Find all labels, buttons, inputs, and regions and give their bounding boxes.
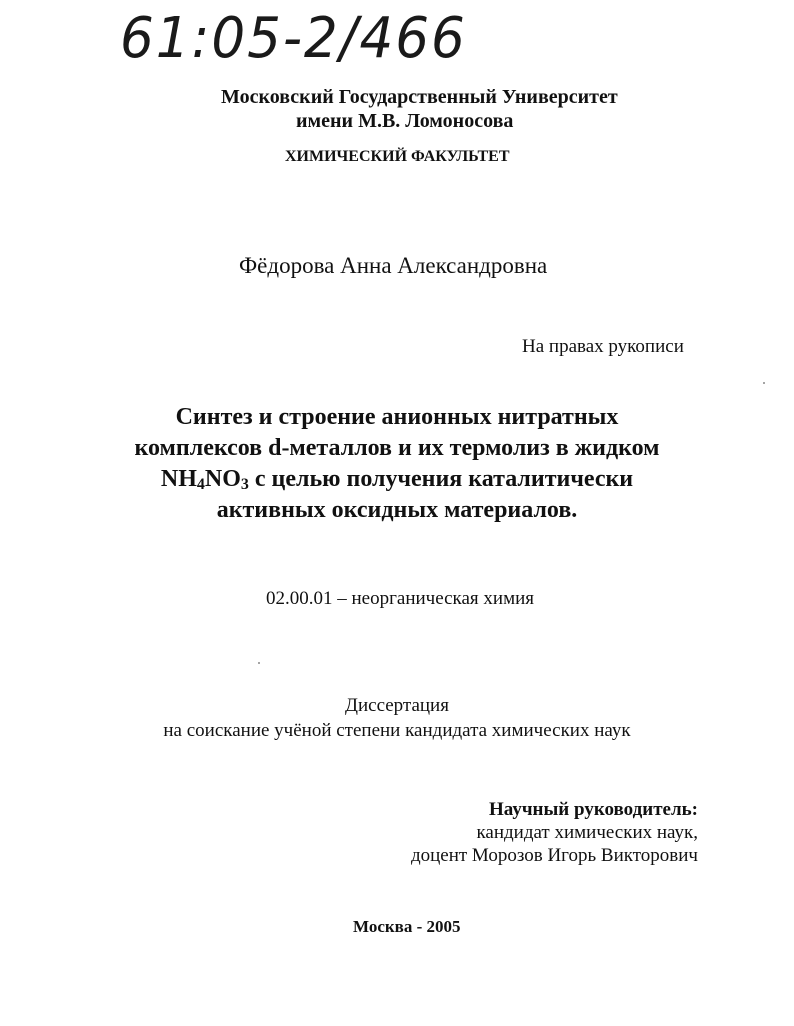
handwritten-catalog-number: 61:05-2/466	[120, 6, 467, 71]
specialty-code: 02.00.01 – неорганическая химия	[266, 588, 535, 609]
scientific-advisor	[411, 798, 698, 867]
title-line-2: комплексов d-металлов и их термолиз в жидком	[134, 435, 660, 461]
university-name-line2: имени М.В. Ломоносова	[296, 110, 514, 132]
city-year: Москва - 2005	[353, 917, 461, 936]
dissertation-label	[60, 693, 734, 743]
faculty-name: ХИМИЧЕСКИЙ ФАКУЛЬТЕТ	[285, 148, 510, 165]
author-name: Фёдорова Анна Александровна	[239, 253, 548, 278]
advisor-degree: кандидат химических наук,	[476, 822, 698, 843]
dissertation-line-2: на соискание учёной степени кандидата химических наук	[163, 720, 631, 741]
title-line-4: активных оксидных материалов.	[216, 497, 578, 523]
university-name-line1: Московский Государственный Университет	[221, 86, 618, 108]
advisor-name: доцент Морозов Игорь Викторович	[410, 845, 698, 866]
title-line-3-text: с целью получения каталитически	[248, 466, 634, 492]
dissertation-title	[60, 402, 734, 526]
title-formula-sub-3: 3	[240, 476, 249, 493]
dissertation-line-1: Диссертация	[345, 695, 449, 716]
title-line-3	[60, 464, 734, 495]
title-formula-no: NO	[204, 466, 241, 492]
title-formula-nh: NH	[160, 466, 197, 492]
scan-speck	[763, 382, 765, 384]
advisor-heading: Научный руководитель:	[489, 799, 698, 820]
title-line-1: Синтез и строение анионных нитратных	[175, 404, 619, 430]
manuscript-rights-note: На правах рукописи	[522, 336, 684, 357]
title-formula-sub-4: 4	[196, 476, 205, 493]
scan-speck	[258, 662, 260, 664]
